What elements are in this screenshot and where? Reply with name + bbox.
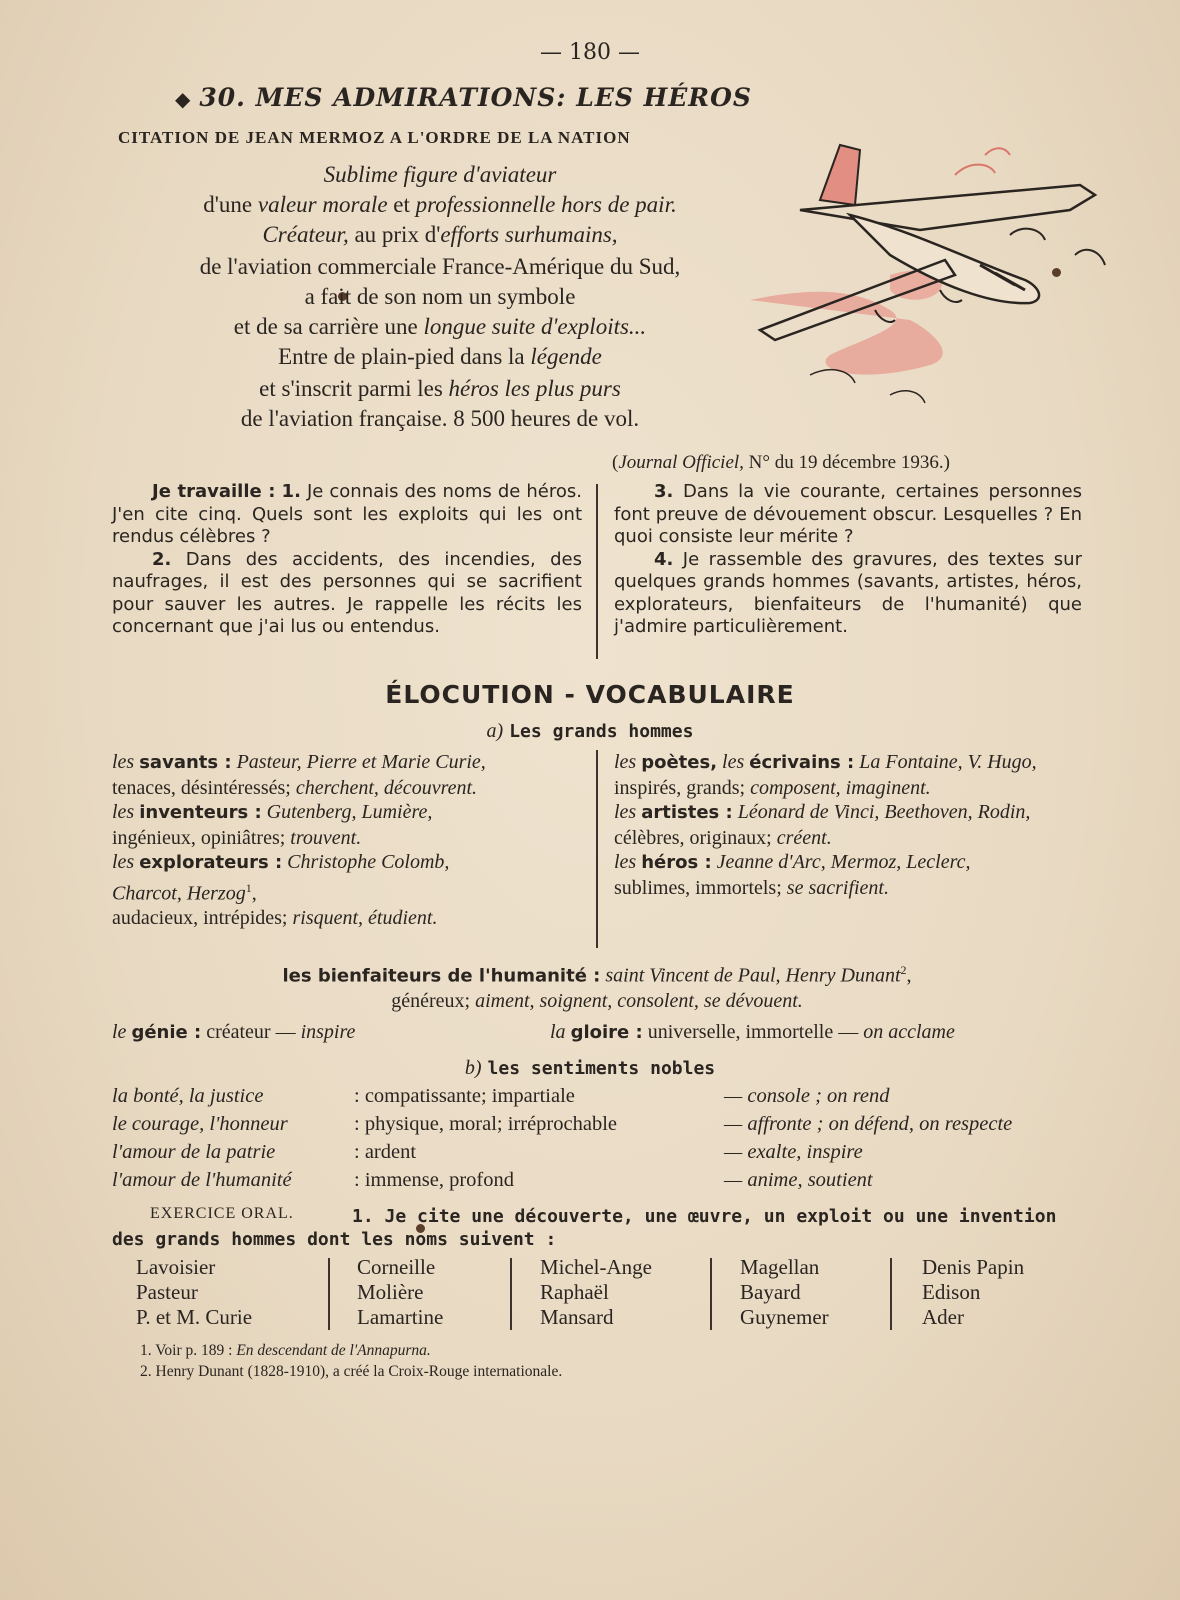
- exercise-label: EXERCICE ORAL.: [150, 1205, 294, 1222]
- sentiment-row: l'amour de l'humanité : immense, profond — anime, soutient: [112, 1169, 873, 1191]
- names-column: [922, 1255, 1024, 1330]
- name-item: Pasteur: [136, 1280, 198, 1304]
- section-heading: ÉLOCUTION - VOCABULAIRE: [385, 680, 795, 709]
- page-number: — 180 —: [540, 40, 640, 65]
- names-column: [740, 1255, 829, 1330]
- name-item: Raphaël: [540, 1280, 609, 1304]
- sentiment-row: le courage, l'honneur : physique, moral; irréprochable — affronte ; on défend, on respecte: [112, 1113, 1013, 1135]
- poem-line: d'une valeur morale et professionnelle hors de pair.: [203, 192, 677, 217]
- name-item: Bayard: [740, 1280, 801, 1304]
- question-3: 3. Dans la vie courante, certaines personnes font preuve de dévouement obscur. Lesquelles ? En quoi consiste leur mérite ?: [614, 481, 1082, 547]
- column-divider: [890, 1258, 892, 1330]
- question-2: 2. Dans des accidents, des incendies, des naufrages, il est des personnes qui se sacrifient pour sauver les autres. Je rappelle les récits les concernant que j'ai lus ou entendus.: [112, 548, 582, 637]
- vocab-artistes: les artistes : Léonard de Vinci, Beethoven, Rodin, célèbres, originaux; créent.: [614, 801, 1031, 849]
- vocab-gloire: la gloire : universelle, immortelle — on acclame: [550, 1021, 955, 1043]
- name-item: Molière: [357, 1280, 424, 1304]
- vocab-poetes: les poètes, les écrivains : La Fontaine, V. Hugo, inspirés, grands; composent, imaginent.: [614, 751, 1037, 799]
- name-item: Michel-Ange: [540, 1255, 652, 1279]
- vocab-inventeurs: les inventeurs : Gutenberg, Lumière, ingénieux, opiniâtres; trouvent.: [112, 801, 433, 849]
- vocab-explorateurs: les explorateurs : Christophe Colomb, Charcot, Herzog$^1$, audacieux, intrépides; risquent, étudient.: [112, 851, 450, 929]
- name-item: Ader: [922, 1305, 964, 1329]
- column-divider: [510, 1258, 512, 1330]
- question-1: Je travaille : 1. Je connais des noms de héros. J'en cite cinq. Quels sont les exploits qui les ont rendus célèbres ?: [112, 481, 582, 547]
- column-divider: [328, 1258, 330, 1330]
- poem-line: et s'inscrit parmi les héros les plus purs: [259, 376, 621, 401]
- poem-line: Entre de plain-pied dans la légende: [278, 344, 602, 369]
- footnote-2: 2. Henry Dunant (1828-1910), a créé la Croix-Rouge internationale.: [140, 1363, 563, 1380]
- poem-line: de l'aviation française. 8 500 heures de vol.: [240, 406, 640, 431]
- vocab-heros: les héros : Jeanne d'Arc, Mermoz, Leclerc, sublimes, immortels; se sacrifient.: [614, 851, 971, 899]
- poem-line: Créateur, au prix d'efforts surhumains,: [262, 222, 618, 247]
- name-item: Guynemer: [740, 1305, 829, 1329]
- name-item: Lamartine: [357, 1305, 444, 1329]
- name-item: Mansard: [540, 1305, 614, 1329]
- citation-title: CITATION DE JEAN MERMOZ A L'ORDRE DE LA NATION: [118, 128, 631, 147]
- lesson-title: [175, 83, 752, 112]
- name-item: Lavoisier: [136, 1255, 216, 1279]
- question-4: 4. Je rassemble des gravures, des textes sur quelques grands hommes (savants, artistes, héros, explorateurs, bienfaiteurs de l'humanité) que j'admire particulièrement.: [614, 548, 1082, 637]
- exercise-right-column: [614, 481, 1082, 639]
- name-item: Magellan: [740, 1255, 820, 1279]
- column-divider: [596, 484, 598, 659]
- column-divider: [710, 1258, 712, 1330]
- names-column: [540, 1255, 652, 1330]
- lesson-title-text: 30. MES ADMIRATIONS: LES HÉROS: [199, 83, 752, 112]
- poem-line: a fait de son nom un symbole: [304, 284, 576, 309]
- poem-line: et de sa carrière une longue suite d'exploits...: [233, 314, 647, 339]
- vocab-genie: le génie : créateur — inspire: [112, 1021, 356, 1043]
- poem-line: de l'aviation commerciale France-Amérique du Sud,: [199, 254, 681, 279]
- vocab-right-column: [614, 750, 1084, 900]
- vocab-savants: les savants : Pasteur, Pierre et Marie Curie, tenaces, désintéressés; cherchent, découvrent.: [112, 751, 486, 799]
- source-note: (Journal Officiel, N° du 19 décembre 1936.): [612, 452, 950, 473]
- names-column: [136, 1255, 252, 1330]
- sub-heading-a: a) Les grands hommes: [486, 720, 694, 742]
- name-item: Denis Papin: [922, 1255, 1025, 1279]
- sentiment-row: l'amour de la patrie : ardent — exalte, inspire: [112, 1141, 863, 1163]
- vocab-bienfaiteurs: les bienfaiteurs de l'humanité : saint Vincent de Paul, Henry Dunant$^2$, généreux; aiment, soignent, consolent, se dévouent.: [282, 963, 912, 1013]
- sub-heading-b: b) les sentiments nobles: [464, 1057, 716, 1079]
- name-item: Corneille: [357, 1255, 436, 1279]
- exercise-left-column: [112, 481, 582, 639]
- column-divider: [596, 750, 598, 948]
- sentiment-row: la bonté, la justice : compatissante; impartiale — console ; on rend: [112, 1085, 890, 1107]
- footnote-1: 1. Voir p. 189 : En descendant de l'Annapurna.: [140, 1342, 431, 1359]
- airplane-illustration: [740, 115, 1130, 435]
- name-item: Edison: [922, 1280, 981, 1304]
- poem-line: Sublime figure d'aviateur: [323, 162, 557, 187]
- exercise-text: 1. Je cite une découverte, une œuvre, un exploit ou une invention des grands hommes dont les noms suivent :: [112, 1206, 1057, 1250]
- vocab-left-column: [112, 750, 582, 930]
- names-column: [357, 1255, 443, 1330]
- name-item: P. et M. Curie: [136, 1305, 253, 1329]
- diamond-icon: ◆: [175, 87, 192, 111]
